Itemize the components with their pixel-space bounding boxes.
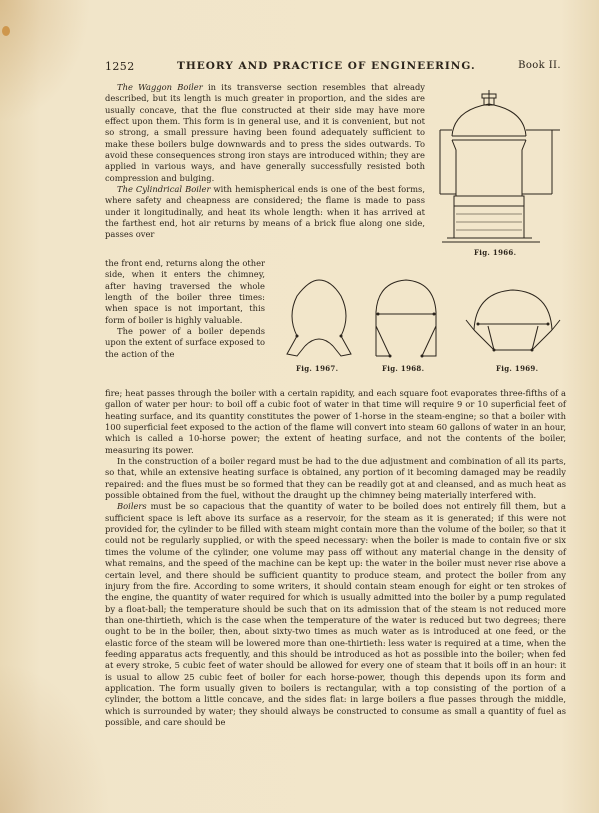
term-waggon-boiler: The Waggon Boiler	[117, 82, 203, 92]
running-header	[105, 60, 561, 78]
cylindrical-boiler-text: with hemispherical ends is one of the best forms, where safety and cheapness are considered; the flame is made to pass under it longitudinally, and heat its whole length: when it has arrived at the farthest end, hot air returns by means of a brick flue along one side, passes over	[105, 184, 425, 240]
waggon-boiler-text: in its transverse section resembles that already described, but its length is much greater in proportion, and the sides are usually concave, that the flue constructed at their side may have more effect upon them. This form is in general use, and it is convenient, but not so strong, a small pressure having been found adequately sufficient to make these boilers bulge downwards and to press the sides outwards. To avoid these consequences strong iron stays are introduced within; they are applied in various ways, and have generally successfully resisted both compression and bulging.	[105, 82, 425, 183]
page-number: 1252	[105, 60, 135, 73]
book-label: Book II.	[518, 60, 561, 71]
text-full-width	[105, 388, 566, 728]
text-column-narrow	[105, 258, 265, 360]
paragraph-waggon-boiler	[105, 82, 425, 184]
cylindrical-boiler-continued: the front end, returns along the other side, when it enters the chimney, after having traversed the whole length of the boiler three times: when space is not important, this form of boiler is highly valuable.	[105, 258, 265, 325]
figure-1969	[464, 284, 562, 360]
term-cylindrical-boiler: The Cylindrical Boiler	[117, 184, 211, 195]
running-title: THEORY AND PRACTICE OF ENGINEERING.	[177, 60, 476, 72]
text-column-upper	[105, 82, 425, 241]
figure-1966-caption: Fig. 1966.	[474, 248, 517, 257]
paragraph-power-start: The power of a boiler depends upon the extent of surface exposed to the action of the	[105, 326, 265, 359]
paragraph-cylindrical-boiler	[105, 184, 425, 241]
figure-1967-caption: Fig. 1967.	[296, 364, 339, 373]
boilers-text: must be so capacious that the quantity of water to be boiled does not entirely fill them, but a sufficient space is left above its surface as a reservoir, for the steam as it is generated; if this were not provided for, the cylinder to be filled with steam might contain more than the volume of the boiler, so that it could not be regularly supplied, or with the speed necessary: when the boiler is made to contain five or six times the volume of the cylinder, one volume may pass off without any material change in the density of what remains, and the speed of the machine can be kept up: the water in the boiler must never rise above a certain level, and there should be sufficient quantity to produce steam, and protect the boiler from any injury from the fire. According to some writers, it should contain steam enough for eight or ten strokes of the engine, the quantity of water required for which is usually admitted into the boiler by a pump regulated by a float-ball; the temperature should be such that on its admission that of the steam is not reduced more than one-thirtieth, which is the case when the temperature of the water is reduced but two degrees; there ought to be in the boiler, then, about sixty-two times as much water as is introduced at one feed, or the elastic force of the steam will be lowered more than one-thirtieth: less water is required at a time, when the feeding apparatus acts frequently, and this should be introduced as hot as possible into the boiler; when fed at every stroke, 5 cubic feet of water should be allowed for every one of steam that it boils off in an hour: it is usual to allow 25 cubic feet of boiler for each horse-power, though this depends upon its form and application. The form usually given to boilers is rectangular, with a top consisting of the portion of a cylinder, the bottom a little concave, and the sides flat: in large boilers a flue passes through the middle, which is surrounded by water; they should always be constructed to consume as small a quantity of fuel as possible, and care should be	[105, 501, 566, 727]
paragraph-power-continued: fire; heat passes through the boiler with a certain rapidity, and each square foot evaporates three-fifths of a gallon of water per hour: to boil off a cubic foot of water in that time will require 9 or 10 superficial feet of heating surface, and its quantity constitutes the power of 1-horse in the steam-engine; so that a boiler with 100 superficial feet exposed to the action of the flame will convert into steam 60 gallons of water in an hour, which is called a 10-horse power; the extent of heating surface, and not the contents of the boiler, measuring its power.	[105, 388, 566, 455]
term-boilers: Boilers	[117, 501, 147, 512]
paper-stain	[2, 26, 10, 36]
figure-1966	[432, 88, 562, 248]
figure-1969-caption: Fig. 1969.	[496, 364, 539, 373]
figure-1968-caption: Fig. 1968.	[382, 364, 425, 373]
figure-1967	[283, 276, 355, 360]
paragraph-boilers	[105, 501, 566, 728]
paragraph-construction: In the construction of a boiler regard must be had to the due adjustment and combination of all its parts, so that, while an extensive heating surface is obtained, any portion of it becoming damaged may be readily repaired: and the flues must be so formed that they can be readily got at and cleansed, and as much heat as possible obtained from the fuel, without the draught up the chimney being materially interfered with.	[105, 456, 566, 501]
figure-1968	[370, 276, 442, 360]
